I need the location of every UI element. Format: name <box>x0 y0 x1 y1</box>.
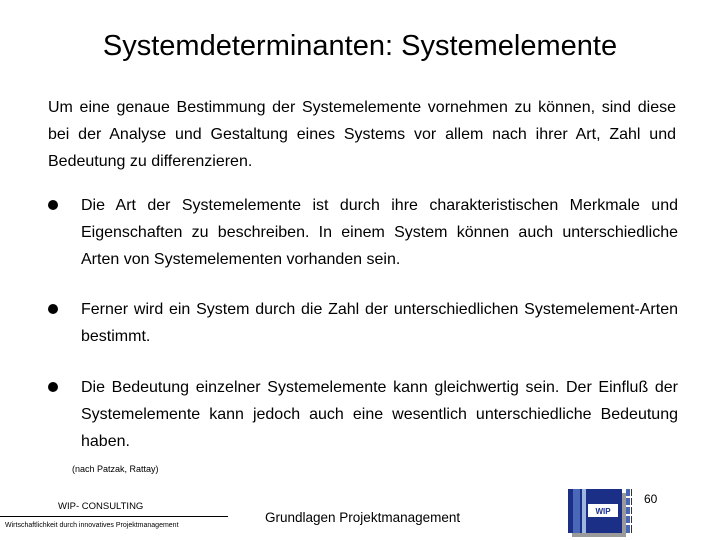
logo-stripe <box>573 489 580 533</box>
bullet-text: Die Art der Systemelemente ist durch ihre charakteristischen Merkmale und Eigenschaften zu beschreiben. In einem System können auch unterschiedliche Arten von Systemelementen vorhanden sein. <box>81 197 678 268</box>
logo-stripe <box>582 489 586 533</box>
logo-side-bar <box>626 489 630 533</box>
page-number: 60 <box>644 492 658 506</box>
bullet-item <box>48 374 678 455</box>
logo-notch <box>626 505 632 507</box>
logo-notch <box>626 496 632 498</box>
company-tagline: Wirtschaftlichkeit durch innovatives Projektmanagement <box>5 522 179 529</box>
footer-divider <box>0 516 228 517</box>
logo-notch <box>626 514 632 516</box>
source-citation: (nach Patzak, Rattay) <box>72 464 159 474</box>
intro-paragraph: Um eine genaue Bestimmung der Systemelemente vornehmen zu können, sind diese bei der Analyse und Gestaltung eines Systems vor allem nach ihrer Art, Zahl und Bedeutung zu differenzieren. <box>48 99 676 170</box>
bullet-dot-icon <box>48 200 58 210</box>
bullet-item <box>48 192 678 273</box>
bullet-text: Die Bedeutung einzelner Systemelemente kann gleichwertig sein. Der Einfluß der Systemelemente kann jedoch auch eine wesentlich unterschiedliche Bedeutung haben. <box>81 379 678 450</box>
logo-notch <box>626 523 632 525</box>
slide-title: Systemdeterminanten: Systemelemente <box>102 30 618 62</box>
bullet-dot-icon <box>48 382 58 392</box>
bullet-dot-icon <box>48 304 58 314</box>
bullet-item <box>48 296 678 350</box>
company-name: WIP- CONSULTING <box>58 501 144 512</box>
course-title: Grundlagen Projektmanagement <box>265 510 461 525</box>
bullet-text: Ferner wird ein System durch die Zahl der unterschiedlichen Systemelement-Arten bestimmt. <box>81 301 678 345</box>
wip-logo-icon <box>568 487 643 540</box>
logo-side-bar <box>631 489 632 533</box>
logo-text: WIP <box>595 507 611 516</box>
